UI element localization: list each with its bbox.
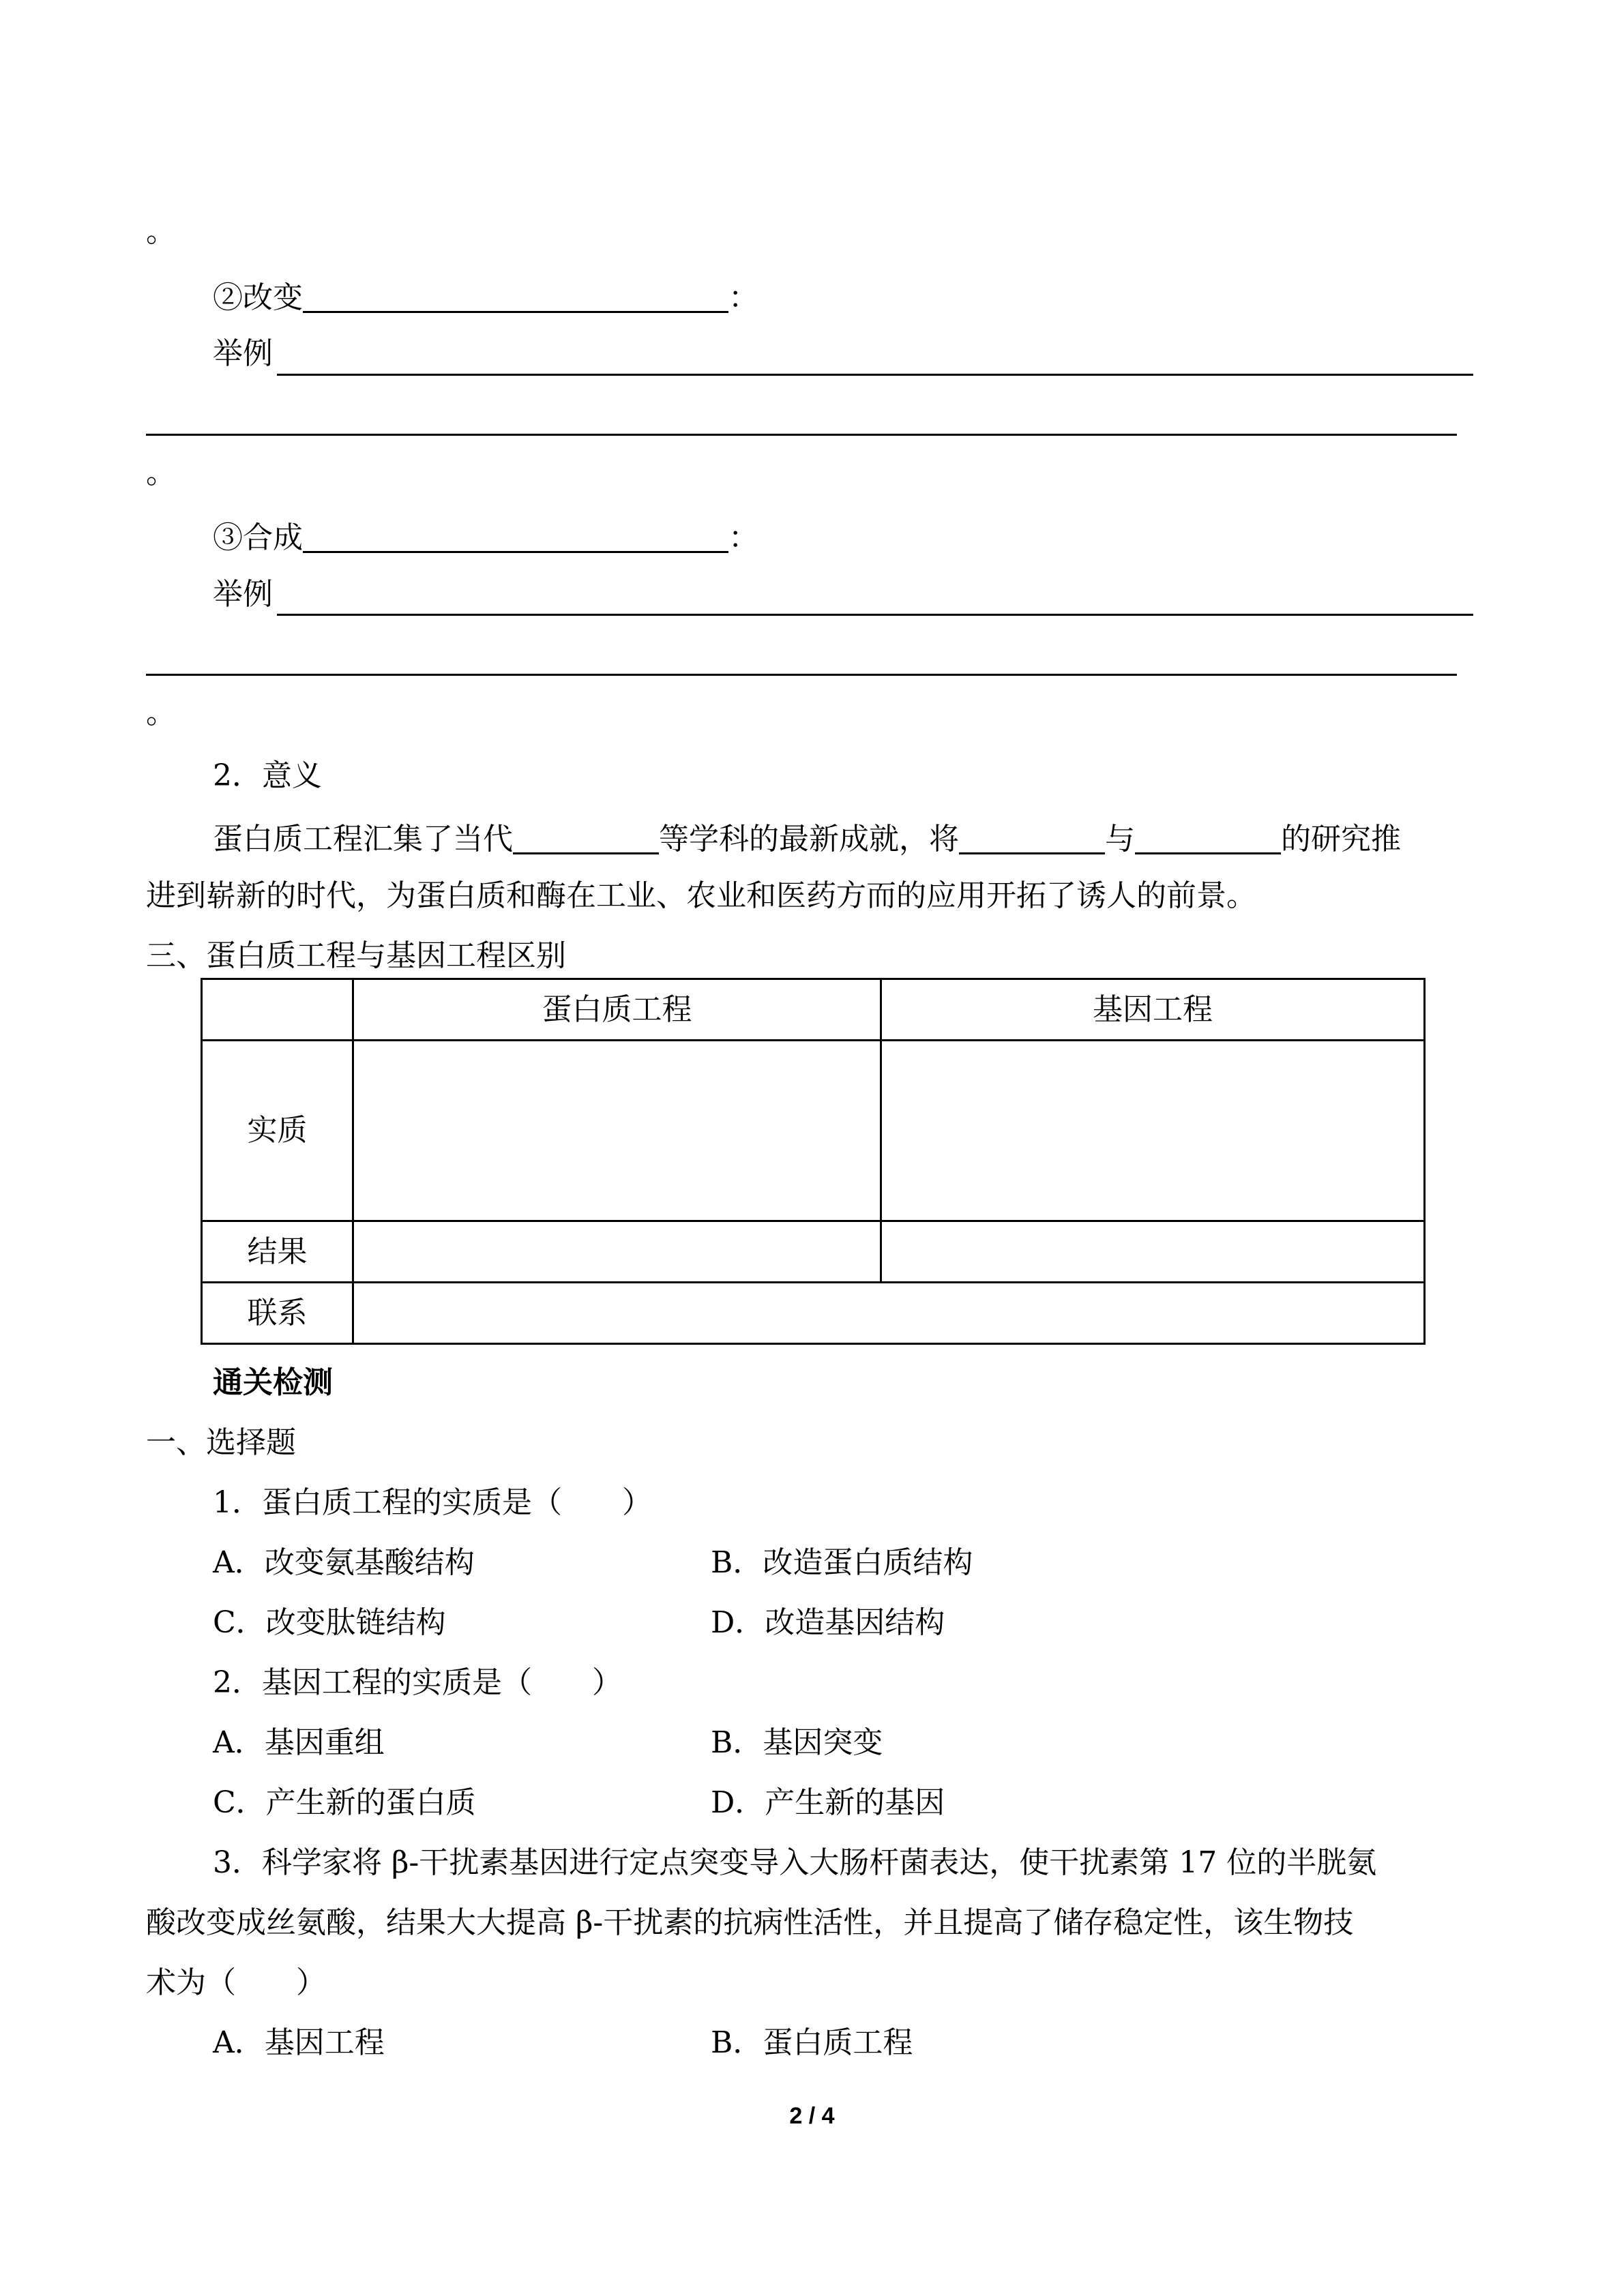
item-2-line: [213, 280, 758, 313]
significance-line-1: [213, 821, 1401, 854]
question-2-option-c[interactable]: C．产生新的蛋白质: [213, 1785, 476, 1820]
item-3-blank[interactable]: [303, 520, 728, 553]
significance-text-c: 与: [1105, 822, 1135, 856]
question-3-option-a[interactable]: A．基因工程: [213, 2025, 385, 2060]
comparison-table: [201, 978, 1426, 1345]
end-mark: 。: [146, 696, 176, 730]
table-cell-protein-essence[interactable]: [353, 1041, 881, 1221]
question-3-line-3: 术为（ ）: [146, 1965, 326, 2000]
test-title: 通关检测: [213, 1365, 333, 1400]
table-row: [202, 1283, 1425, 1344]
question-1-option-d[interactable]: D．改造基因结构: [711, 1605, 945, 1640]
table-row-relation: 联系: [202, 1283, 353, 1344]
table-cell-gene-essence[interactable]: [881, 1041, 1425, 1221]
table-row: [202, 1041, 1425, 1221]
significance-line-2: 进到崭新的时代，为蛋白质和酶在工业、农业和医药方而的应用开拓了诱人的前景。: [146, 878, 1256, 913]
blank-disciplines[interactable]: [513, 821, 659, 854]
end-mark: 。: [146, 214, 176, 249]
question-1-option-b[interactable]: B．改造蛋白质结构: [711, 1545, 973, 1580]
test-section-title: 一、选择题: [146, 1425, 296, 1460]
item-3-example-blank-2[interactable]: [146, 674, 1457, 676]
question-1-stem: 1．蛋白质工程的实质是（ ）: [213, 1485, 652, 1520]
table-corner-cell: [202, 979, 353, 1041]
question-2-option-b[interactable]: B．基因突变: [711, 1725, 883, 1760]
table-header-gene: 基因工程: [881, 979, 1425, 1041]
significance-text-b: 等学科的最新成就，将: [659, 822, 959, 856]
question-1-option-c[interactable]: C．改变肽链结构: [213, 1605, 446, 1640]
question-2-option-d[interactable]: D．产生新的基因: [711, 1785, 945, 1820]
question-2-stem: 2．基因工程的实质是（ ）: [213, 1665, 622, 1700]
item-3-colon: ：: [728, 520, 758, 555]
item-2-label: ②改变: [213, 280, 303, 315]
question-3-option-b[interactable]: B．蛋白质工程: [711, 2025, 913, 2060]
item-3-example-label: 举例: [213, 577, 273, 612]
blank-research-1[interactable]: [959, 821, 1105, 854]
blank-research-2[interactable]: [1135, 821, 1281, 854]
page-number: 2 / 4: [789, 2103, 835, 2129]
item-3-label: ③合成: [213, 520, 303, 555]
table-header-row: [202, 979, 1425, 1041]
table-row: [202, 1221, 1425, 1283]
item-2-colon: ：: [728, 280, 758, 315]
item-2-example-label: 举例: [213, 336, 273, 371]
table-cell-relation[interactable]: [353, 1283, 1425, 1344]
item-2-example-blank-2[interactable]: [146, 434, 1457, 436]
item-2-blank[interactable]: [303, 280, 728, 313]
table-header-protein: 蛋白质工程: [353, 979, 881, 1041]
end-mark: 。: [146, 456, 176, 490]
significance-text-d: 的研究推: [1281, 822, 1401, 856]
question-2-option-a[interactable]: A．基因重组: [213, 1725, 385, 1760]
question-1-option-a[interactable]: A．改变氨基酸结构: [213, 1545, 475, 1580]
section-3-title: 三、蛋白质工程与基因工程区别: [146, 938, 566, 973]
table-cell-protein-result[interactable]: [353, 1221, 881, 1283]
table-row-essence: 实质: [202, 1041, 353, 1221]
question-3-line-2: 酸改变成丝氨酸，结果大大提高 β-干扰素的抗病性活性，并且提高了储存稳定性，该生物技: [146, 1905, 1354, 1940]
table-row-result: 结果: [202, 1221, 353, 1283]
question-3-line-1: 3．科学家将 β-干扰素基因进行定点突变导入大肠杆菌表达，使干扰素第 17 位的半胱氨: [213, 1845, 1377, 1880]
item-3-line: [213, 520, 758, 553]
item-3-example-blank[interactable]: [277, 614, 1473, 616]
table-cell-gene-result[interactable]: [881, 1221, 1425, 1283]
significance-heading: 2．意义: [213, 758, 322, 793]
item-2-example-blank[interactable]: [277, 374, 1473, 376]
significance-text-a: 蛋白质工程汇集了当代: [213, 822, 513, 856]
